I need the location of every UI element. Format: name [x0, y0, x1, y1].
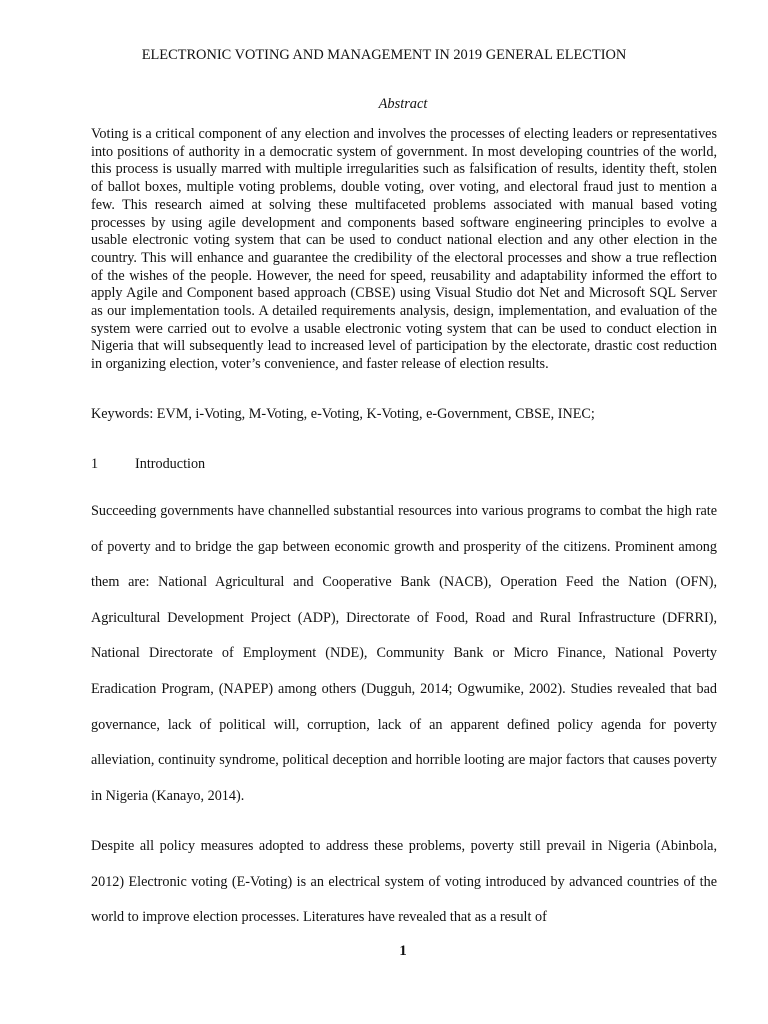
body-paragraph: Succeeding governments have channelled substantial resources into various programs to combat the high rate of poverty and to bridge the gap between economic growth and prosperity of the citizens. Prominent among them are: National Agricultural and Cooperative Bank (NACB), Operation Feed the Nation (OFN), Agricultural Development Project (ADP), Directorate of Food, Road and Rural Infrastructure (DFRRI), National Directorate of Employment (NDE), Community Bank or Micro Finance, National Poverty Eradication Program, (NAPEP) among others (Dugguh, 2014; Ogwumike, 2002). Studies revealed that bad governance, lack of political will, corruption, lack of an apparent defined policy agenda for poverty alleviation, continuity syndrome, political deception and horrible looting are major factors that causes poverty in Nigeria (Kanayo, 2014). [91, 503, 717, 804]
section-title: Introduction [135, 456, 206, 472]
keywords-line: Keywords: EVM, i-Voting, M-Voting, e-Voting, K-Voting, e-Government, CBSE, INEC; [91, 406, 595, 422]
abstract-heading: Abstract [378, 96, 428, 112]
abstract-text: Voting is a critical component of any election and involves the processes of electing leaders or representatives into positions of authority in a democratic system of government. In most developing countries of the world, this process is usually marred with multiple irregularities such as falsification of results, identity theft, stolen of ballot boxes, multiple voting problems, double voting, over voting, and electoral fraud just to mention a few. This research aimed at solving these multifaceted problems associated with manual based voting processes by using agile development and components based software engineering principles to evolve a usable electronic voting system that can be used to conduct national election and any other election in the country. This will enhance and guarantee the credibility of the electoral processes and show a true reflection of the wishes of the people. However, the need for speed, reusability and adaptability informed the effort to apply Agile and Component based approach (CBSE) using Visual Studio dot Net and Microsoft SQL Server as our implementation tools. A detailed requirements analysis, design, implementation, and evaluation of the system were carried out to evolve a usable electronic voting system that can be used to conduct election in Nigeria that will subsequently lead to increased level of participation by the electorate, drastic cost reduction in organizing election, voter’s convenience, and faster release of election results. [91, 126, 717, 373]
section-heading [91, 455, 205, 473]
section-number: 1 [91, 456, 99, 472]
paper-title: ELECTRONIC VOTING AND MANAGEMENT IN 2019 GENERAL ELECTION [141, 47, 627, 63]
page-number: 1 [399, 943, 407, 959]
body-paragraph: Despite all policy measures adopted to address these problems, poverty still prevail in Nigeria (Abinbola, 2012) Electronic voting (E-Voting) is an electrical system of voting introduced by advanced countries of the world to improve election processes. Literatures have revealed that as a result of [91, 838, 717, 926]
